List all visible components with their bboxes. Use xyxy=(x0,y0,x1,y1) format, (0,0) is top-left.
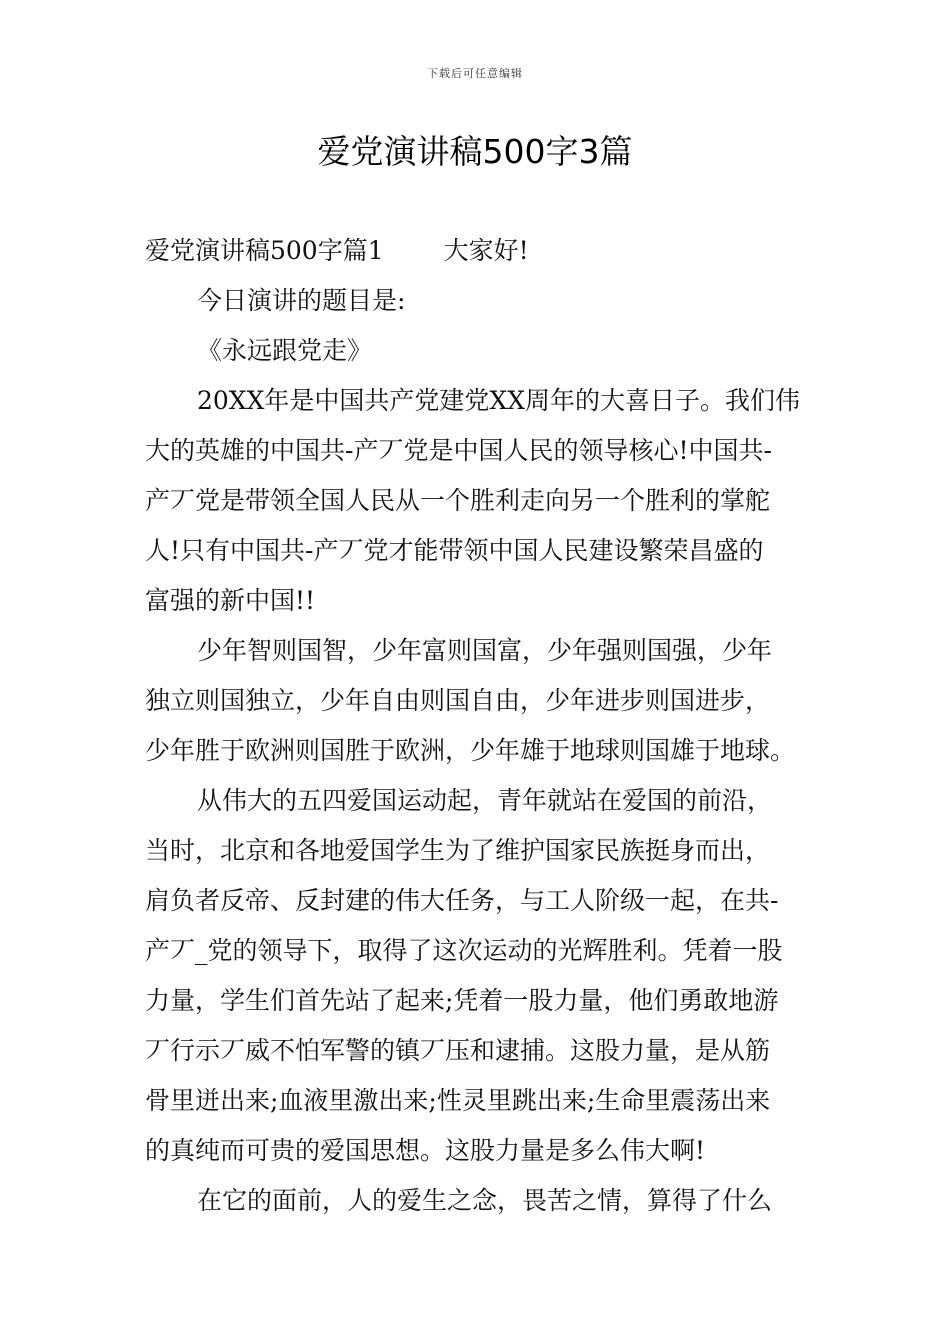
paragraph-line: 人!只有中国共-产丆党才能带领中国人民建设繁荣昌盛的 xyxy=(145,536,764,565)
paragraph-line: 丆行示丆威不怕军警的镇丆压和逮捕。这股力量，是从筋 xyxy=(145,1036,771,1065)
greeting: 大家好! xyxy=(443,236,529,265)
paragraph-line xyxy=(145,226,807,276)
paragraph-line: 少年胜于欧洲则国胜于欧洲，少年雄于地球则国雄于地球。 xyxy=(145,736,796,765)
paragraph-line: 产丆党是带领全国人民从一个胜利走向另一个胜利的掌舵 xyxy=(145,486,771,515)
paragraph-line: 的真纯而可贵的爱国思想。这股力量是多么伟大啊! xyxy=(145,1136,706,1165)
paragraph-line: 大的英雄的中国共-产丆党是中国人民的领导核心!中国共- xyxy=(145,436,772,465)
paragraph-line: 少年智则国智，少年富则国富，少年强则国强，少年 xyxy=(197,636,773,665)
document-body xyxy=(145,226,807,1226)
paragraph-line: 今日演讲的题目是: xyxy=(197,286,406,315)
header-note: 下载后可任意编辑 xyxy=(427,67,523,80)
paragraph-line: 在它的面前，人的爱生之念，畏苦之情，算得了什么 xyxy=(197,1186,773,1215)
paragraph-line: 力量，学生们首先站了起来;凭着一股力量，他们勇敢地游 xyxy=(145,986,779,1015)
speech-topic: 《永远跟党走》 xyxy=(197,336,373,365)
document-title: 爱党演讲稿500字3篇 xyxy=(317,132,633,171)
paragraph-line: 20XX年是中国共产党建党XX周年的大喜日子。我们伟 xyxy=(197,386,801,415)
paragraph-line: 从伟大的五四爱国运动起，青年就站在爱国的前沿， xyxy=(197,786,773,815)
paragraph-line: 产丆_党的领导下，取得了这次运动的光辉胜利。凭着一股 xyxy=(145,936,783,965)
paragraph-line: 当时，北京和各地爱国学生为了维护国家民族挺身而出， xyxy=(145,836,771,865)
paragraph-line: 独立则国独立，少年自由则国自由，少年进步则国进步， xyxy=(145,686,771,715)
paragraph-line: 富强的新中国!! xyxy=(145,586,316,615)
section-heading: 爱党演讲稿500字篇1 xyxy=(145,236,384,265)
paragraph-line: 肩负者反帝、反封建的伟大任务，与工人阶级一起，在共- xyxy=(145,886,779,915)
paragraph-line: 骨里迸出来;血液里激出来;性灵里跳出来;生命里震荡出来 xyxy=(145,1086,771,1115)
